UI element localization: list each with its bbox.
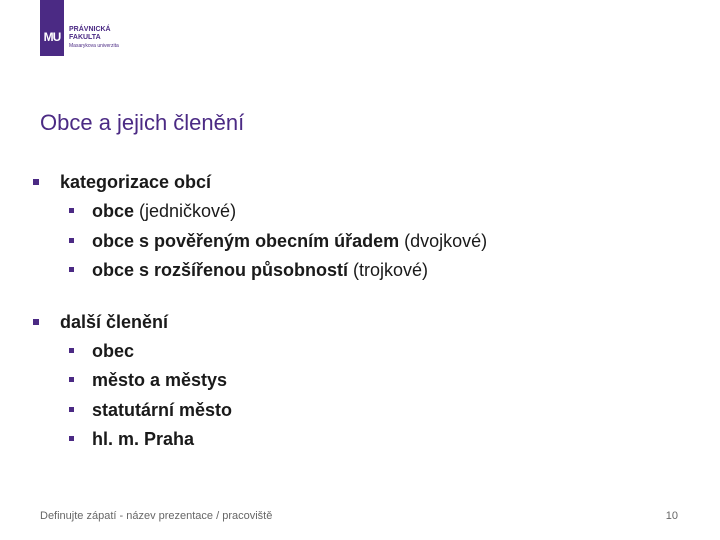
faculty-logo	[40, 0, 150, 60]
item-bold: hl. m. Praha	[92, 429, 195, 449]
bullet-icon	[33, 179, 39, 185]
mu-logo-mark	[40, 0, 64, 56]
section-label: další členění	[60, 311, 169, 332]
item-bold: obce s pověřeným obecním úřadem	[92, 230, 400, 251]
bullet-icon	[69, 407, 74, 412]
bullet-icon	[33, 319, 39, 325]
bullet-icon	[69, 208, 74, 213]
slide-footer: Definujte zápatí - název prezentace / pracoviště	[40, 510, 273, 522]
logo-mark-text: MU	[43, 30, 61, 44]
list-item	[30, 425, 690, 455]
list-item	[30, 256, 690, 286]
bullet-icon	[69, 377, 74, 382]
item-bold: statutární město	[92, 399, 233, 420]
item-rest: (dvojkové)	[399, 230, 488, 251]
list-item	[30, 396, 690, 426]
bullet-icon	[69, 436, 74, 441]
logo-line-3: Masarykova univerzita	[69, 43, 119, 49]
logo-text	[69, 26, 119, 50]
item-bold: obce s rozšířenou působností	[92, 260, 349, 280]
logo-line-1: PRÁVNICKÁ	[69, 26, 111, 33]
bullet-icon	[69, 267, 74, 272]
list-item	[30, 227, 690, 257]
bullet-icon	[69, 238, 74, 243]
bullet-icon	[69, 348, 74, 353]
section-categorization	[30, 168, 690, 197]
list-item	[30, 337, 690, 367]
list-item	[30, 366, 690, 396]
logo-line-2: FAKULTA	[69, 34, 101, 41]
page-number: 10	[665, 510, 678, 522]
item-bold: obec	[92, 340, 135, 361]
section-further-division	[30, 308, 690, 337]
slide-content	[30, 168, 690, 455]
item-bold: město a městys	[92, 370, 228, 390]
section-label: kategorizace obcí	[60, 172, 212, 192]
item-bold: obce	[92, 201, 135, 221]
item-rest: (trojkové)	[348, 260, 429, 280]
item-rest: (jedničkové)	[134, 201, 237, 221]
slide-title: Obce a jejich členění	[40, 110, 245, 135]
list-item	[30, 197, 690, 227]
